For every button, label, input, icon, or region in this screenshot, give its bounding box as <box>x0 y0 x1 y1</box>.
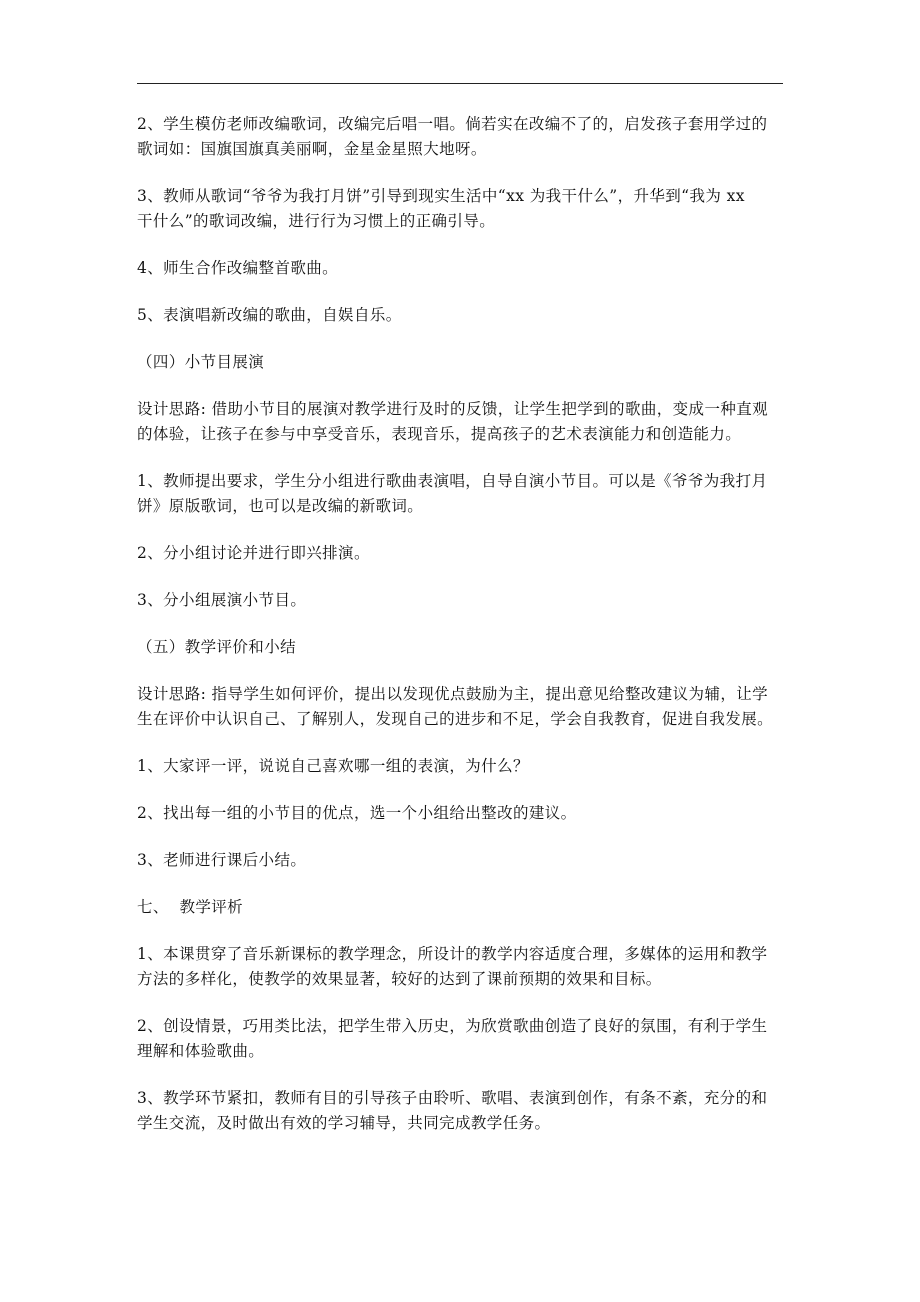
paragraph-design-idea-showcase <box>137 397 785 447</box>
text-line: 设计思路: 指导学生如何评价，提出以发现优点鼓励为主，提出意见给整改建议为辅，让学 <box>137 685 769 703</box>
text-line: 设计思路: 借助小节目的展演对教学进行及时的反馈，让学生把学到的歌曲，变成一种直观 <box>137 400 769 418</box>
text-line: 学生交流，及时做出有效的学习辅导，共同完成教学任务。 <box>137 1114 551 1132</box>
text-line: 生在评价中认识自己、了解别人，发现自己的进步和不足，学会自我教育，促进自我发展。 <box>137 710 774 728</box>
text-line: 1、大家评一评，说说自己喜欢哪一组的表演，为什么？ <box>137 757 529 775</box>
document-body <box>137 112 785 1136</box>
text-line: 2、创设情景，巧用类比法，把学生带入历史，为欣赏歌曲创造了良好的氛围，有利于学生 <box>137 1017 768 1035</box>
text-line: 歌词如：国旗国旗真美丽啊，金星金星照大地呀。 <box>137 140 487 158</box>
paragraph-perform-song <box>137 303 785 328</box>
text-line: 3、分小组展演小节目。 <box>137 591 307 609</box>
paragraph-cooperate <box>137 256 785 281</box>
text-line: 1、教师提出要求，学生分小组进行歌曲表演唱，自导自演小节目。可以是《爷爷为我打月 <box>137 472 768 490</box>
paragraph-find-merits <box>137 801 785 826</box>
paragraph-group-showcase <box>137 588 785 613</box>
text-line: 2、分小组讨论并进行即兴排演。 <box>137 544 370 562</box>
text-line: 方法的多样化，使教学的效果显著，较好的达到了课前预期的效果和目标。 <box>137 970 662 988</box>
paragraph-analysis-2 <box>137 1014 785 1064</box>
text-line: 3、教师从歌词“爷爷为我打月饼”引导到现实生活中“xx 为我干什么”，升华到“我为 xx <box>137 187 745 205</box>
text-line: 2、找出每一组的小节目的优点，选一个小组给出整改的建议。 <box>137 804 577 822</box>
paragraph-guidance <box>137 184 785 234</box>
section-heading-evaluation <box>137 635 785 660</box>
paragraph-group-discussion <box>137 541 785 566</box>
text-line: 理解和体验歌曲。 <box>137 1042 265 1060</box>
section-heading-analysis <box>137 895 785 920</box>
paragraph-analysis-3 <box>137 1086 785 1136</box>
text-line: 2、学生模仿老师改编歌词，改编完后唱一唱。倘若实在改编不了的，启发孩子套用学过的 <box>137 115 768 133</box>
paragraph-analysis-1 <box>137 942 785 992</box>
text-line: 5、表演唱新改编的歌曲，自娱自乐。 <box>137 306 402 324</box>
text-line: 的体验，让孩子在参与中享受音乐，表现音乐，提高孩子的艺术表演能力和创造能力。 <box>137 425 742 443</box>
text-line: 1、本课贯穿了音乐新课标的教学理念，所设计的教学内容适度合理，多媒体的运用和教学 <box>137 945 768 963</box>
section-heading-showcase <box>137 350 785 375</box>
text-line: 干什么”的歌词改编，进行行为习惯上的正确引导。 <box>137 212 496 230</box>
section-heading-text: 七、 教学评析 <box>137 898 244 916</box>
paragraph-teacher-request <box>137 469 785 519</box>
section-heading-text: （五）教学评价和小结 <box>137 638 297 656</box>
text-line: 3、教学环节紧扣，教师有目的引导孩子由聆听、歌唱、表演到创作，有条不紊，充分的和 <box>137 1089 768 1107</box>
paragraph-design-idea-evaluation <box>137 682 785 732</box>
text-line: 3、老师进行课后小结。 <box>137 851 307 869</box>
text-line: 4、师生合作改编整首歌曲。 <box>137 259 339 277</box>
paragraph-summary <box>137 848 785 873</box>
paragraph-peer-review <box>137 754 785 779</box>
header-rule <box>137 83 783 84</box>
section-heading-text: （四）小节目展演 <box>137 353 265 371</box>
text-line: 饼》原版歌词，也可以是改编的新歌词。 <box>137 497 424 515</box>
paragraph-rewrite-lyrics <box>137 112 785 162</box>
